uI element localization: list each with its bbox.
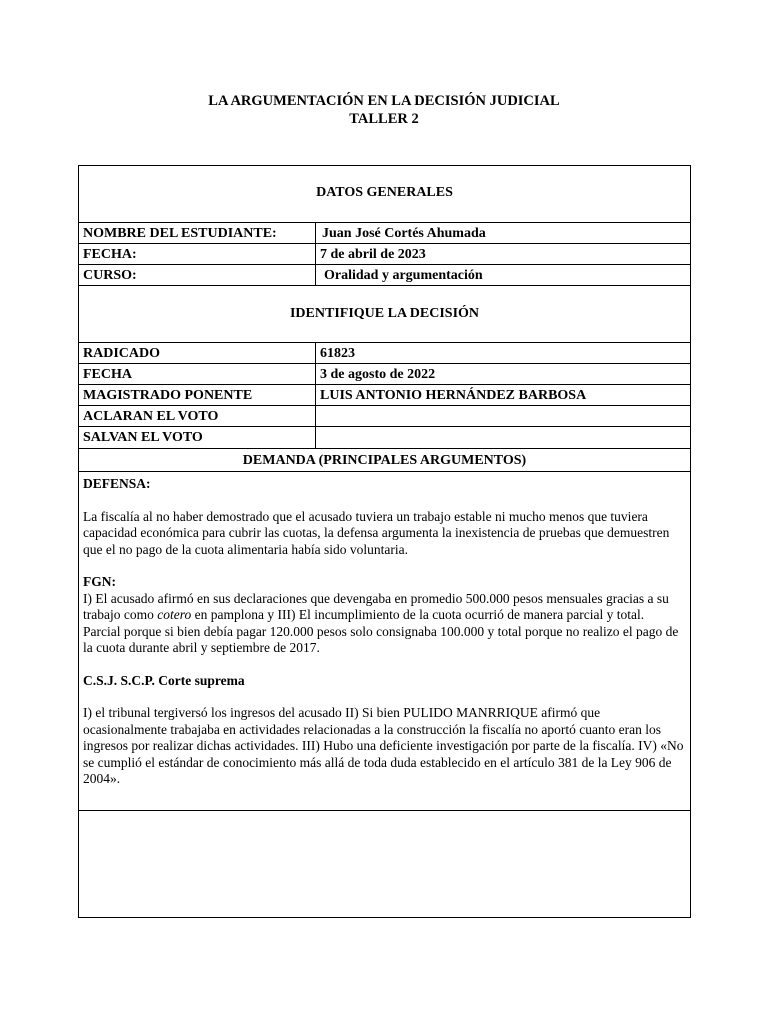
row-fecha	[79, 244, 690, 265]
demanda-content	[79, 472, 690, 811]
label-radicado: RADICADO	[83, 346, 160, 361]
value-nombre-estudiante: Juan José Cortés Ahumada	[315, 223, 690, 243]
row-fecha-decision	[79, 364, 690, 385]
defensa-text: La fiscalía al no haber demostrado que el acusado tuviera un trabajo estable ni mucho menos que tuviera capacidad económica para cubrir las cuotas, la defensa argumenta la inexistencia de pruebas que demuestren que el no pago de la cuota alimentaria había sido voluntaria.	[83, 508, 670, 557]
label-aclaran-voto: ACLARAN EL VOTO	[83, 409, 219, 424]
section-header-datos-generales	[79, 166, 690, 223]
document-subtitle: TALLER 2	[349, 111, 419, 127]
fgn-text-italic: cotero	[157, 607, 192, 622]
fgn-heading: FGN:	[83, 574, 116, 589]
row-salvan-voto	[79, 427, 690, 449]
label-fecha: FECHA:	[83, 247, 137, 262]
value-magistrado-ponente: LUIS ANTONIO HERNÁNDEZ BARBOSA	[315, 385, 690, 405]
demanda-heading: DEMANDA (PRINCIPALES ARGUMENTOS)	[242, 453, 527, 468]
row-radicado	[79, 343, 690, 364]
value-fecha-decision: 3 de agosto de 2022	[315, 364, 690, 384]
row-aclaran-voto	[79, 406, 690, 427]
csj-text: I) el tribunal tergiversó los ingresos del acusado II) Si bien PULIDO MANRRIQUE afirmó que ocasionalmente trabajaba en actividades relacionadas a la construcción la fiscalía no aportó cuanto eran los ingresos por realizar dichas actividades. III) Hubo una deficiente investigación por parte de la fiscalía. IV) «No se cumplió el estándar de conocimiento más allá de toda duda establecido en el artículo 381 de la Ley 906 de 2004».	[83, 705, 684, 786]
label-magistrado-ponente: MAGISTRADO PONENTE	[83, 388, 253, 403]
decision-heading: IDENTIFIQUE LA DECISIÓN	[289, 306, 480, 321]
fgn-text-after: en pamplona y III) El incumplimiento de la cuota ocurrió de manera parcial y total. Parcial porque si bien debía pagar 120.000 pesos solo consignaba 100.000 y total porque no realizo el pago de la cuota durante abril y septiembre de 2017.	[83, 607, 679, 655]
label-salvan-voto: SALVAN EL VOTO	[83, 430, 203, 445]
empty-section	[79, 811, 690, 917]
csj-heading: C.S.J. S.C.P. Corte suprema	[83, 672, 245, 688]
label-fecha-decision: FECHA	[83, 367, 132, 382]
fgn-text	[83, 591, 684, 657]
document-title: LA ARGUMENTACIÓN EN LA DECISIÓN JUDICIAL	[208, 93, 560, 109]
form-table	[78, 165, 691, 918]
section-header-decision	[79, 286, 690, 343]
label-curso: CURSO:	[83, 268, 137, 283]
section-header-demanda	[79, 449, 690, 472]
value-radicado: 61823	[315, 343, 690, 363]
value-curso: Oralidad y argumentación	[315, 265, 690, 285]
row-nombre-estudiante	[79, 223, 690, 244]
value-aclaran-voto	[315, 406, 690, 426]
value-fecha: 7 de abril de 2023	[315, 244, 690, 264]
row-curso	[79, 265, 690, 286]
value-salvan-voto	[315, 427, 690, 448]
row-magistrado-ponente	[79, 385, 690, 406]
defensa-heading: DEFENSA:	[83, 476, 151, 491]
label-nombre-estudiante: NOMBRE DEL ESTUDIANTE:	[83, 226, 277, 241]
datos-generales-heading: DATOS GENERALES	[316, 185, 453, 200]
fgn-text-before: I) El acusado afirmó en sus declaraciones que devengaba en promedio 500.000 pesos mensuales gracias a su trabajo como	[83, 590, 669, 622]
